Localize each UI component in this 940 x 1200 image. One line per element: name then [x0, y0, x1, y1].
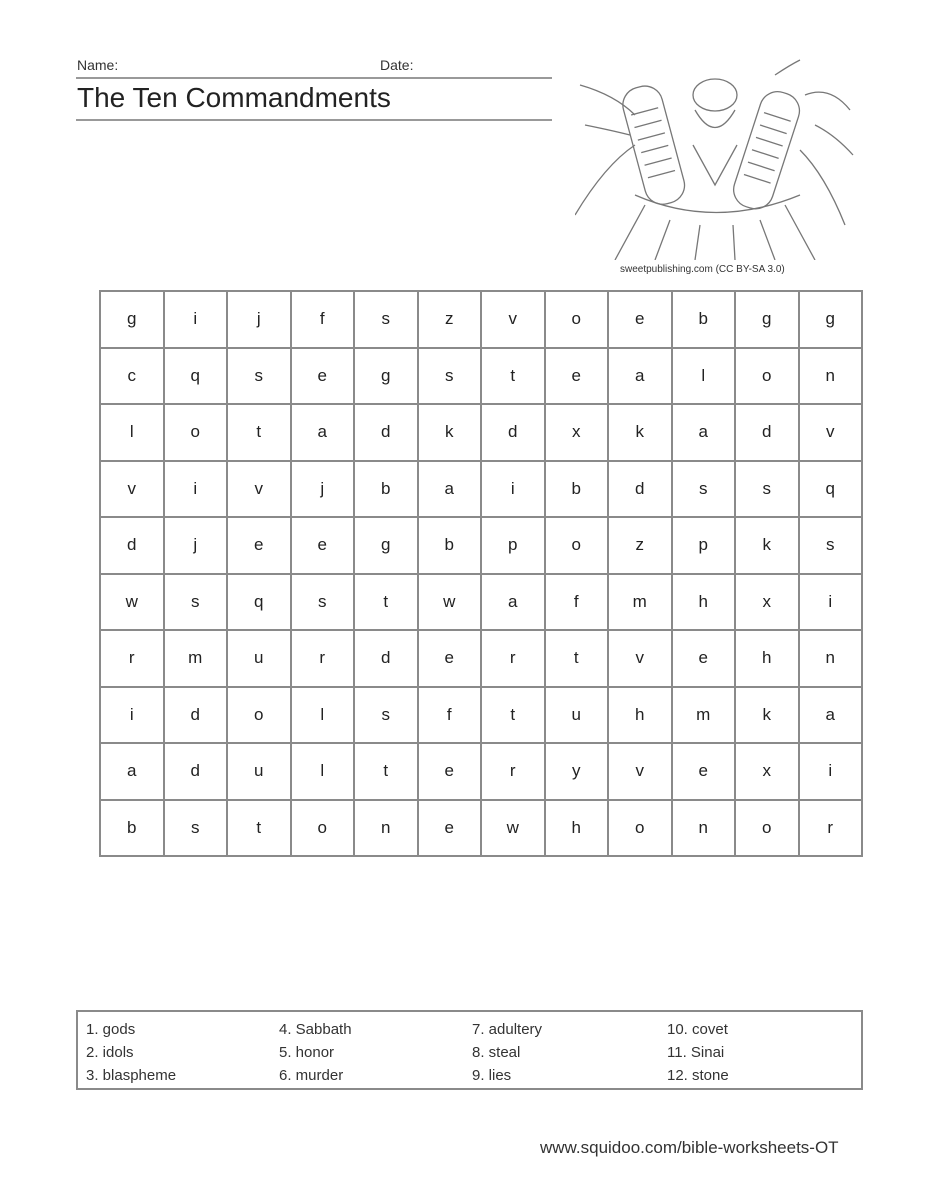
grid-cell: t — [354, 743, 418, 800]
grid-cell: q — [227, 574, 291, 631]
word-list-column-4 — [667, 1018, 729, 1087]
grid-cell: e — [545, 348, 609, 405]
grid-cell: b — [100, 800, 164, 857]
grid-cell: s — [799, 517, 863, 574]
grid-cell: z — [608, 517, 672, 574]
grid-cell: d — [164, 687, 228, 744]
grid-cell: s — [735, 461, 799, 518]
word-list-item: 10. covet — [667, 1021, 728, 1038]
grid-cell: e — [291, 348, 355, 405]
grid-row — [100, 348, 862, 405]
grid-cell: m — [164, 630, 228, 687]
grid-cell: t — [227, 404, 291, 461]
grid-cell: v — [481, 291, 545, 348]
grid-cell: i — [799, 743, 863, 800]
grid-cell: i — [100, 687, 164, 744]
page-title: The Ten Commandments — [77, 82, 391, 113]
grid-cell: k — [418, 404, 482, 461]
grid-cell: t — [354, 574, 418, 631]
grid-cell: t — [227, 800, 291, 857]
grid-row — [100, 404, 862, 461]
grid-cell: b — [354, 461, 418, 518]
grid-cell: z — [418, 291, 482, 348]
grid-cell: a — [608, 348, 672, 405]
grid-cell: s — [354, 291, 418, 348]
grid-cell: i — [799, 574, 863, 631]
grid-cell: r — [481, 743, 545, 800]
grid-cell: d — [100, 517, 164, 574]
word-list-item: 6. murder — [279, 1067, 344, 1084]
grid-cell: x — [735, 574, 799, 631]
word-list-item: 7. adultery — [472, 1021, 543, 1038]
grid-cell: t — [545, 630, 609, 687]
grid-row — [100, 574, 862, 631]
grid-cell: n — [672, 800, 736, 857]
grid-row — [100, 517, 862, 574]
grid-cell: n — [354, 800, 418, 857]
grid-cell: l — [672, 348, 736, 405]
grid-cell: s — [672, 461, 736, 518]
word-list-column-1 — [86, 1018, 176, 1087]
grid-cell: g — [100, 291, 164, 348]
grid-cell: r — [799, 800, 863, 857]
grid-cell: t — [481, 687, 545, 744]
grid-row — [100, 687, 862, 744]
grid-cell: u — [545, 687, 609, 744]
grid-cell: o — [291, 800, 355, 857]
grid-cell: e — [418, 630, 482, 687]
grid-cell: k — [735, 517, 799, 574]
word-list-item: 12. stone — [667, 1067, 729, 1084]
grid-cell: b — [672, 291, 736, 348]
grid-cell: o — [545, 291, 609, 348]
grid-cell: r — [291, 630, 355, 687]
grid-cell: a — [418, 461, 482, 518]
grid-cell: s — [164, 574, 228, 631]
grid-cell: o — [735, 348, 799, 405]
name-label: Name: — [77, 57, 119, 73]
footer-url: www.squidoo.com/bible-worksheets-OT — [540, 1138, 839, 1157]
grid-cell: w — [418, 574, 482, 631]
grid-cell: n — [799, 630, 863, 687]
grid-cell: e — [672, 630, 736, 687]
grid-cell: s — [354, 687, 418, 744]
grid-cell: e — [227, 517, 291, 574]
grid-cell: o — [164, 404, 228, 461]
name-date-line — [76, 77, 552, 79]
grid-row — [100, 800, 862, 857]
grid-cell: e — [291, 517, 355, 574]
grid-cell: o — [545, 517, 609, 574]
grid-cell: k — [735, 687, 799, 744]
word-list-column-3 — [472, 1018, 542, 1087]
grid-cell: b — [418, 517, 482, 574]
grid-cell: a — [672, 404, 736, 461]
grid-cell: d — [481, 404, 545, 461]
grid-cell: a — [799, 687, 863, 744]
grid-cell: a — [291, 404, 355, 461]
grid-cell: s — [418, 348, 482, 405]
grid-cell: v — [608, 743, 672, 800]
title-underline — [76, 119, 552, 121]
grid-cell: x — [735, 743, 799, 800]
grid-cell: m — [672, 687, 736, 744]
grid-cell: v — [227, 461, 291, 518]
grid-cell: s — [291, 574, 355, 631]
grid-cell: v — [100, 461, 164, 518]
grid-cell: e — [418, 800, 482, 857]
grid-cell: f — [545, 574, 609, 631]
grid-cell: h — [545, 800, 609, 857]
grid-cell: p — [481, 517, 545, 574]
word-list-item: 1. gods — [86, 1021, 136, 1038]
moses-tablets-illustration — [575, 55, 855, 260]
grid-cell: d — [354, 404, 418, 461]
grid-cell: x — [545, 404, 609, 461]
word-list-item: 8. steal — [472, 1044, 521, 1061]
grid-cell: l — [291, 743, 355, 800]
grid-cell: o — [608, 800, 672, 857]
grid-cell: w — [100, 574, 164, 631]
grid-cell: d — [735, 404, 799, 461]
word-list-box — [76, 1010, 863, 1090]
grid-cell: k — [608, 404, 672, 461]
word-search-grid — [99, 290, 863, 857]
grid-cell: j — [227, 291, 291, 348]
grid-cell: s — [164, 800, 228, 857]
word-list-item: 2. idols — [86, 1044, 134, 1061]
grid-cell: y — [545, 743, 609, 800]
grid-cell: g — [799, 291, 863, 348]
grid-cell: i — [164, 461, 228, 518]
word-list-item: 3. blaspheme — [86, 1067, 177, 1084]
grid-cell: a — [481, 574, 545, 631]
grid-cell: u — [227, 630, 291, 687]
word-list-item: 5. honor — [279, 1044, 335, 1061]
grid-cell: j — [164, 517, 228, 574]
grid-cell: v — [608, 630, 672, 687]
grid-row — [100, 630, 862, 687]
grid-cell: c — [100, 348, 164, 405]
grid-cell: t — [481, 348, 545, 405]
grid-cell: d — [354, 630, 418, 687]
illustration-attribution: sweetpublishing.com (CC BY-SA 3.0) — [620, 264, 785, 275]
word-list-item: 9. lies — [472, 1067, 512, 1084]
grid-row — [100, 461, 862, 518]
grid-cell: i — [164, 291, 228, 348]
grid-cell: o — [227, 687, 291, 744]
date-label: Date: — [380, 57, 414, 73]
grid-cell: u — [227, 743, 291, 800]
grid-cell: h — [608, 687, 672, 744]
word-list-item: 4. Sabbath — [279, 1021, 352, 1038]
grid-cell: f — [418, 687, 482, 744]
grid-cell: h — [672, 574, 736, 631]
grid-cell: v — [799, 404, 863, 461]
grid-cell: h — [735, 630, 799, 687]
grid-cell: g — [354, 517, 418, 574]
grid-cell: g — [354, 348, 418, 405]
grid-cell: n — [799, 348, 863, 405]
grid-cell: q — [164, 348, 228, 405]
word-list-item: 11. Sinai — [667, 1044, 725, 1061]
grid-cell: p — [672, 517, 736, 574]
grid-cell: m — [608, 574, 672, 631]
grid-cell: r — [100, 630, 164, 687]
grid-cell: q — [799, 461, 863, 518]
grid-row — [100, 291, 862, 348]
grid-cell: d — [608, 461, 672, 518]
grid-cell: a — [100, 743, 164, 800]
grid-cell: e — [418, 743, 482, 800]
grid-cell: e — [608, 291, 672, 348]
grid-cell: s — [227, 348, 291, 405]
word-list-column-2 — [279, 1018, 352, 1087]
grid-cell: l — [291, 687, 355, 744]
grid-cell: l — [100, 404, 164, 461]
grid-row — [100, 743, 862, 800]
grid-cell: d — [164, 743, 228, 800]
grid-cell: g — [735, 291, 799, 348]
grid-cell: b — [545, 461, 609, 518]
grid-cell: o — [735, 800, 799, 857]
grid-cell: w — [481, 800, 545, 857]
grid-cell: e — [672, 743, 736, 800]
grid-cell: i — [481, 461, 545, 518]
grid-cell: f — [291, 291, 355, 348]
grid-cell: j — [291, 461, 355, 518]
grid-cell: r — [481, 630, 545, 687]
